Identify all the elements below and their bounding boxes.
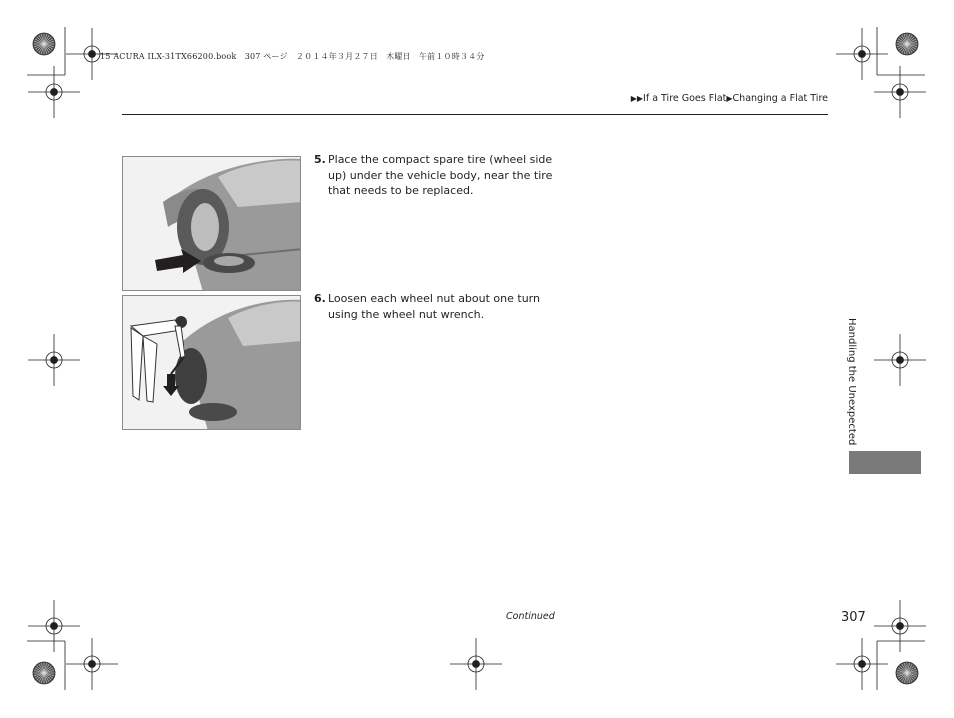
crosshair-mark bbox=[28, 334, 80, 386]
wheel-nut-illustration bbox=[122, 295, 301, 430]
page-number: 307 bbox=[841, 610, 866, 625]
continued-label: Continued bbox=[506, 611, 555, 622]
side-tab[interactable] bbox=[849, 451, 921, 474]
breadcrumb-arrows: ▶▶ bbox=[630, 94, 644, 103]
rosette-mark bbox=[896, 33, 918, 55]
crosshair-mark bbox=[28, 66, 80, 118]
side-tab-label: Handling the Unexpected bbox=[846, 318, 857, 446]
crosshair-mark bbox=[874, 66, 926, 118]
crosshair-mark bbox=[836, 638, 888, 690]
step-text: Place the compact spare tire (wheel side up) under the vehicle body, near the tire that needs to be replaced. bbox=[328, 153, 553, 197]
print-info: 15 ACURA ILX-31TX66200.book 307 ページ ２０１４年３月２７日 木曜日 午前１０時３４分 bbox=[100, 52, 485, 61]
breadcrumb-separator: ▶ bbox=[726, 94, 733, 103]
breadcrumb-page: Changing a Flat Tire bbox=[732, 93, 828, 104]
step-number: 6. bbox=[314, 292, 326, 305]
step-number: 5. bbox=[314, 153, 326, 166]
spare-tire-illustration bbox=[122, 156, 301, 291]
crosshair-mark bbox=[66, 638, 118, 690]
rosette-mark bbox=[896, 662, 918, 684]
crosshair-mark bbox=[836, 28, 888, 80]
rosette-mark bbox=[33, 33, 55, 55]
crosshair-mark bbox=[874, 334, 926, 386]
rosette-mark bbox=[33, 662, 55, 684]
breadcrumb-section[interactable]: If a Tire Goes Flat bbox=[643, 93, 727, 104]
crosshair-mark bbox=[28, 600, 80, 652]
step-text: Loosen each wheel nut about one turn using the wheel nut wrench. bbox=[328, 292, 540, 321]
header-rule bbox=[122, 114, 828, 115]
crosshair-mark bbox=[874, 600, 926, 652]
breadcrumb bbox=[631, 93, 828, 104]
crosshair-mark bbox=[450, 638, 502, 690]
